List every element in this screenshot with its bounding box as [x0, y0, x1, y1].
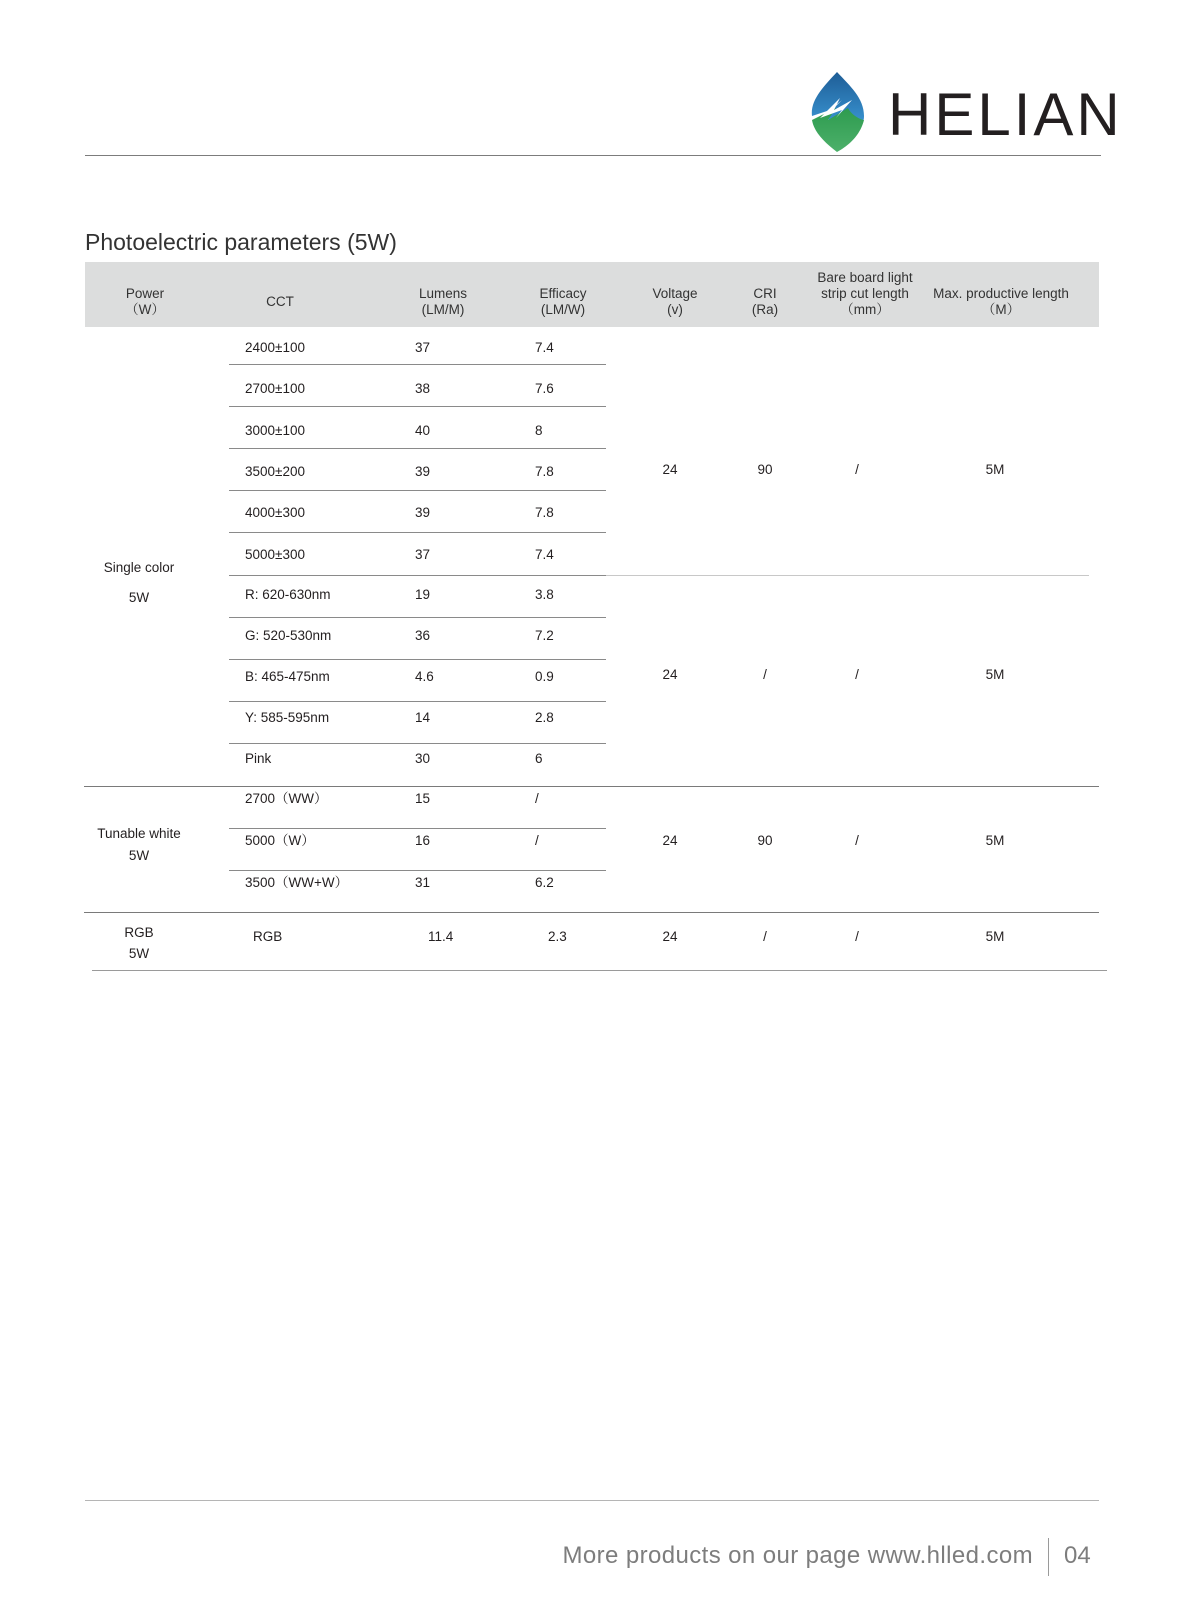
- row-divider: [229, 659, 606, 660]
- cell-efficacy: 6.2: [535, 875, 554, 890]
- cell-efficacy: 0.9: [535, 669, 554, 684]
- row-divider: [229, 701, 606, 702]
- group-label-rgb: RGB 5W: [124, 925, 154, 961]
- cell-cut-length: /: [855, 667, 859, 682]
- row-divider: [229, 406, 606, 407]
- helian-logo-icon: [806, 70, 868, 154]
- table-bottom-border: [92, 970, 1107, 971]
- cell-max-length: 5M: [985, 833, 1005, 848]
- footer-website-text: More products on our page www.hlled.com: [562, 1542, 1033, 1569]
- cell-efficacy: 6: [535, 751, 543, 766]
- cell-cct: 4000±300: [245, 505, 305, 520]
- cell-efficacy: 7.8: [535, 464, 554, 479]
- row-divider: [229, 448, 606, 449]
- cell-efficacy: 7.8: [535, 505, 554, 520]
- group-label-tunable-white: Tunable white 5W: [97, 826, 181, 863]
- cell-lumens: 4.6: [415, 669, 434, 684]
- row-divider: [229, 532, 606, 533]
- cell-cut-length: /: [855, 462, 859, 477]
- cell-cut-length: /: [855, 929, 859, 944]
- cell-cct: 5000（W）: [245, 833, 315, 848]
- section-title: Photoelectric parameters (5W): [85, 229, 397, 255]
- cell-lumens: 37: [415, 340, 431, 355]
- cell-lumens: 30: [415, 751, 431, 766]
- group-divider: [84, 786, 1099, 787]
- col-header-voltage: Voltage (v): [652, 286, 698, 317]
- cell-lumens: 19: [415, 587, 431, 602]
- col-header-efficacy: Efficacy (LM/W): [539, 286, 587, 317]
- row-divider: [229, 490, 606, 491]
- cell-efficacy: 2.3: [548, 929, 567, 944]
- row-divider: [229, 364, 606, 365]
- cell-cri: 90: [757, 462, 773, 477]
- cell-cct: B: 465-475nm: [245, 669, 330, 684]
- cell-efficacy: 2.8: [535, 710, 554, 725]
- cell-cri: 90: [757, 833, 773, 848]
- group-label-single-color: Single color 5W: [103, 560, 175, 605]
- col-header-cut-length: Bare board light strip cut length （mm）: [817, 270, 913, 317]
- cell-lumens: 37: [415, 547, 431, 562]
- cell-cct: RGB: [253, 929, 283, 944]
- col-header-cri: CRI (Ra): [751, 286, 779, 317]
- cell-lumens: 15: [415, 791, 431, 806]
- cell-lumens: 16: [415, 833, 431, 848]
- cell-efficacy: 8: [535, 423, 543, 438]
- cell-lumens: 38: [415, 381, 431, 396]
- cell-cct: 3500（WW+W）: [245, 875, 349, 890]
- cell-lumens: 39: [415, 505, 431, 520]
- cell-efficacy: 7.6: [535, 381, 554, 396]
- cell-lumens: 39: [415, 464, 431, 479]
- cell-cct: 3000±100: [245, 423, 305, 438]
- cell-efficacy: /: [535, 833, 539, 848]
- cell-lumens: 40: [415, 423, 431, 438]
- group-divider: [84, 912, 1099, 913]
- cell-cct: Y: 585-595nm: [245, 710, 330, 725]
- cell-efficacy: 7.4: [535, 340, 554, 355]
- col-header-lumens: Lumens (LM/M): [418, 286, 468, 317]
- cell-efficacy: /: [535, 791, 539, 806]
- page-number: 04: [1064, 1542, 1091, 1569]
- cell-cut-length: /: [855, 833, 859, 848]
- cell-cct: 2700（WW）: [245, 791, 328, 806]
- cell-voltage: 24: [662, 833, 678, 848]
- cell-lumens: 11.4: [428, 929, 454, 944]
- cell-cct: Pink: [245, 751, 272, 766]
- col-header-cct: CCT: [266, 294, 294, 309]
- row-divider: [229, 575, 606, 576]
- cell-voltage: 24: [662, 667, 678, 682]
- col-header-max-length: Max. productive length （M）: [933, 286, 1069, 317]
- cell-lumens: 31: [415, 875, 431, 890]
- cell-cct: 5000±300: [245, 547, 305, 562]
- row-divider: [229, 870, 606, 871]
- row-divider: [229, 617, 606, 618]
- brand-name: HELIAN: [888, 81, 1123, 148]
- cell-max-length: 5M: [985, 667, 1005, 682]
- cell-cri: /: [763, 667, 767, 682]
- cell-lumens: 36: [415, 628, 431, 643]
- row-divider: [229, 828, 606, 829]
- cell-efficacy: 7.2: [535, 628, 554, 643]
- header-divider: [85, 155, 1101, 156]
- cell-cct: 2400±100: [245, 340, 305, 355]
- cell-max-length: 5M: [985, 929, 1005, 944]
- cell-lumens: 14: [415, 710, 431, 725]
- cell-efficacy: 3.8: [535, 587, 554, 602]
- cell-cct: 2700±100: [245, 381, 305, 396]
- cell-cri: /: [763, 929, 767, 944]
- footer-divider: [85, 1500, 1099, 1501]
- cell-max-length: 5M: [985, 462, 1005, 477]
- cell-cct: G: 520-530nm: [245, 628, 332, 643]
- cell-voltage: 24: [662, 929, 678, 944]
- cell-voltage: 24: [662, 462, 678, 477]
- footer-separator: [1048, 1538, 1049, 1576]
- row-divider-faint: [606, 575, 1089, 576]
- cell-efficacy: 7.4: [535, 547, 554, 562]
- cell-cct: R: 620-630nm: [245, 587, 331, 602]
- col-header-power: Power （W）: [125, 286, 165, 317]
- row-divider: [229, 743, 606, 744]
- cell-cct: 3500±200: [245, 464, 305, 479]
